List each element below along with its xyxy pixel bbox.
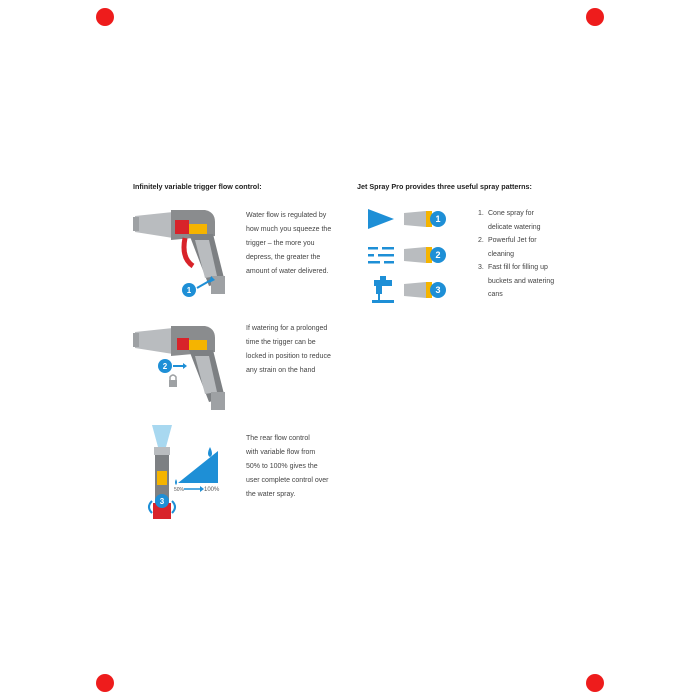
- trigger-heading: Infinitely variable trigger flow control:: [133, 182, 262, 191]
- jet-spray-icon: [368, 243, 468, 267]
- spray-gun-trigger-icon: [133, 206, 243, 301]
- badge-1: 1: [186, 286, 192, 295]
- section-3-text: The rear flow control with variable flow from 50% to 100% gives the user complete control over the water spray.: [246, 435, 329, 498]
- list-item: 3. Fast fill for filling up buckets and watering cans: [478, 264, 555, 298]
- corner-dot-bottom-left: [96, 674, 114, 692]
- corner-dot-top-right: [586, 8, 604, 26]
- spray-patterns-heading: Jet Spray Pro provides three useful spray patterns:: [357, 182, 532, 191]
- fast-fill-tap-icon: [368, 276, 468, 304]
- cone-spray-icon: [368, 207, 468, 231]
- pattern-badge-1: 1: [435, 214, 441, 224]
- rear-flow-control-icon: [138, 425, 228, 525]
- corner-dot-bottom-right: [586, 674, 604, 692]
- badge-3: 3: [159, 497, 165, 506]
- flow-from-label: 50%: [174, 487, 185, 493]
- list-item: 1. Cone spray for delicate watering: [478, 210, 541, 231]
- spray-patterns-list: [478, 207, 554, 302]
- section-2-text: If watering for a prolonged time the trigger can be locked in position to reduce any strain on the hand: [246, 325, 331, 374]
- pattern-badge-3: 3: [435, 285, 441, 295]
- pattern-badge-2: 2: [435, 250, 441, 260]
- badge-2: 2: [162, 362, 168, 371]
- list-item: 2. Powerful Jet for cleaning: [478, 237, 537, 258]
- flow-to-label: 100%: [204, 487, 220, 493]
- section-1-text: Water flow is regulated by how much you squeeze the trigger – the more you depress, the greater the amount of water delivered.: [246, 212, 332, 275]
- corner-dot-top-left: [96, 8, 114, 26]
- spray-gun-lock-icon: [133, 322, 243, 417]
